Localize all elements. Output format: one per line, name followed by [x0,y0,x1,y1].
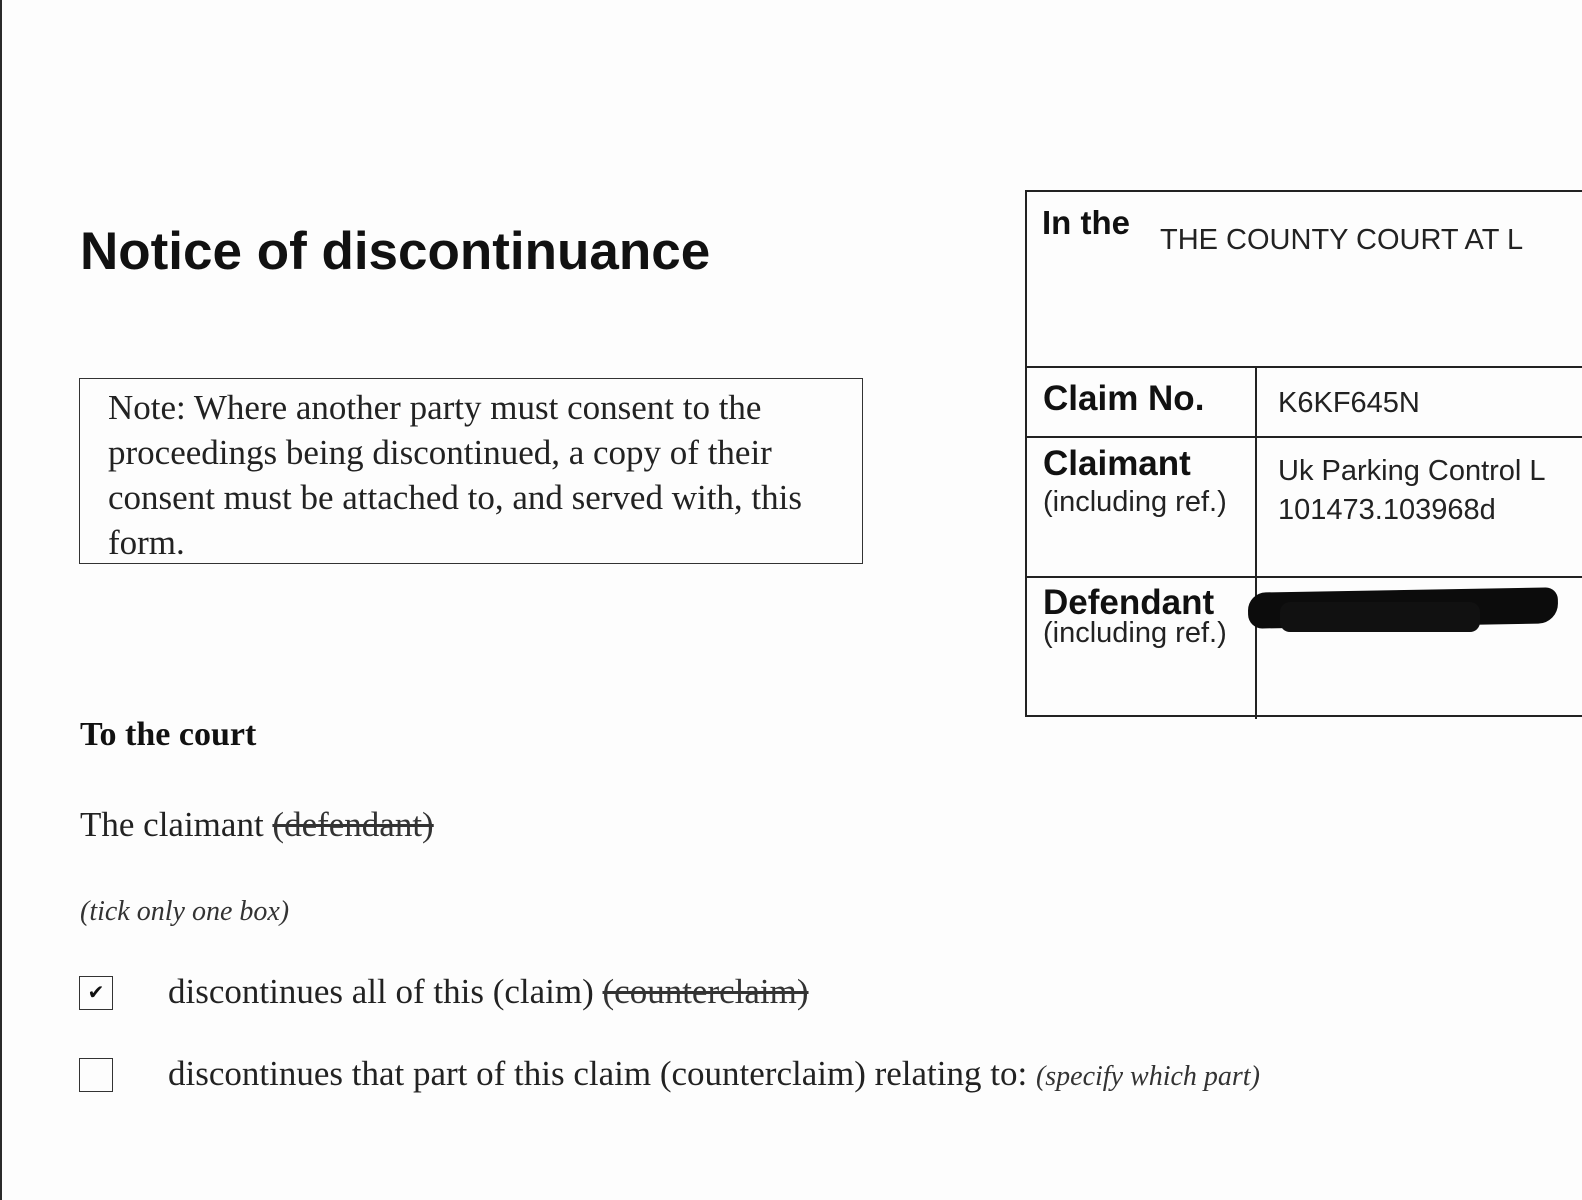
page-edge [0,0,2,1200]
claimant-statement [80,805,434,845]
discontinue-part-option [168,1054,1260,1094]
redaction-mark [1280,602,1480,632]
column-divider [1255,367,1257,719]
form-title: Notice of discontinuance [80,222,711,281]
claimant-name: Uk Parking Control L [1278,455,1546,487]
court-name: THE COUNTY COURT AT L [1160,224,1524,256]
specify-hint: (specify which part) [1035,1061,1260,1092]
claim-no-label: Claim No. [1043,379,1205,418]
to-the-court-heading: To the court [80,716,257,753]
claimant-sublabel: (including ref.) [1043,486,1227,518]
struck-counterclaim: (counterclaim) [602,972,809,1011]
discontinue-part-checkbox[interactable] [79,1058,113,1092]
court-header-table [1025,190,1582,717]
row-divider [1027,366,1582,368]
defendant-sublabel: (including ref.) [1043,617,1227,649]
discontinue-all-text: discontinues all of this (claim) [168,972,594,1011]
consent-note: Note: Where another party must consent to the proceedings being discontinued, a copy of their consent must be attached to, and served with, this form. [79,378,863,564]
struck-defendant: (defendant) [272,805,434,844]
row-divider [1027,436,1582,438]
claimant-ref: 101473.103968d [1278,494,1496,526]
discontinue-part-text: discontinues that part of this claim (counterclaim) relating to: [168,1054,1028,1093]
tick-instruction: (tick only one box) [80,896,290,927]
row-divider [1027,576,1582,578]
discontinue-all-option [168,972,809,1012]
discontinue-all-checkbox[interactable]: ✔ [79,976,113,1010]
claimant-prefix: The claimant [80,805,264,844]
defendant-label: Defendant [1043,583,1215,622]
in-the-label: In the [1042,204,1130,241]
claimant-label: Claimant [1043,444,1191,483]
claim-no-value: K6KF645N [1278,387,1420,419]
